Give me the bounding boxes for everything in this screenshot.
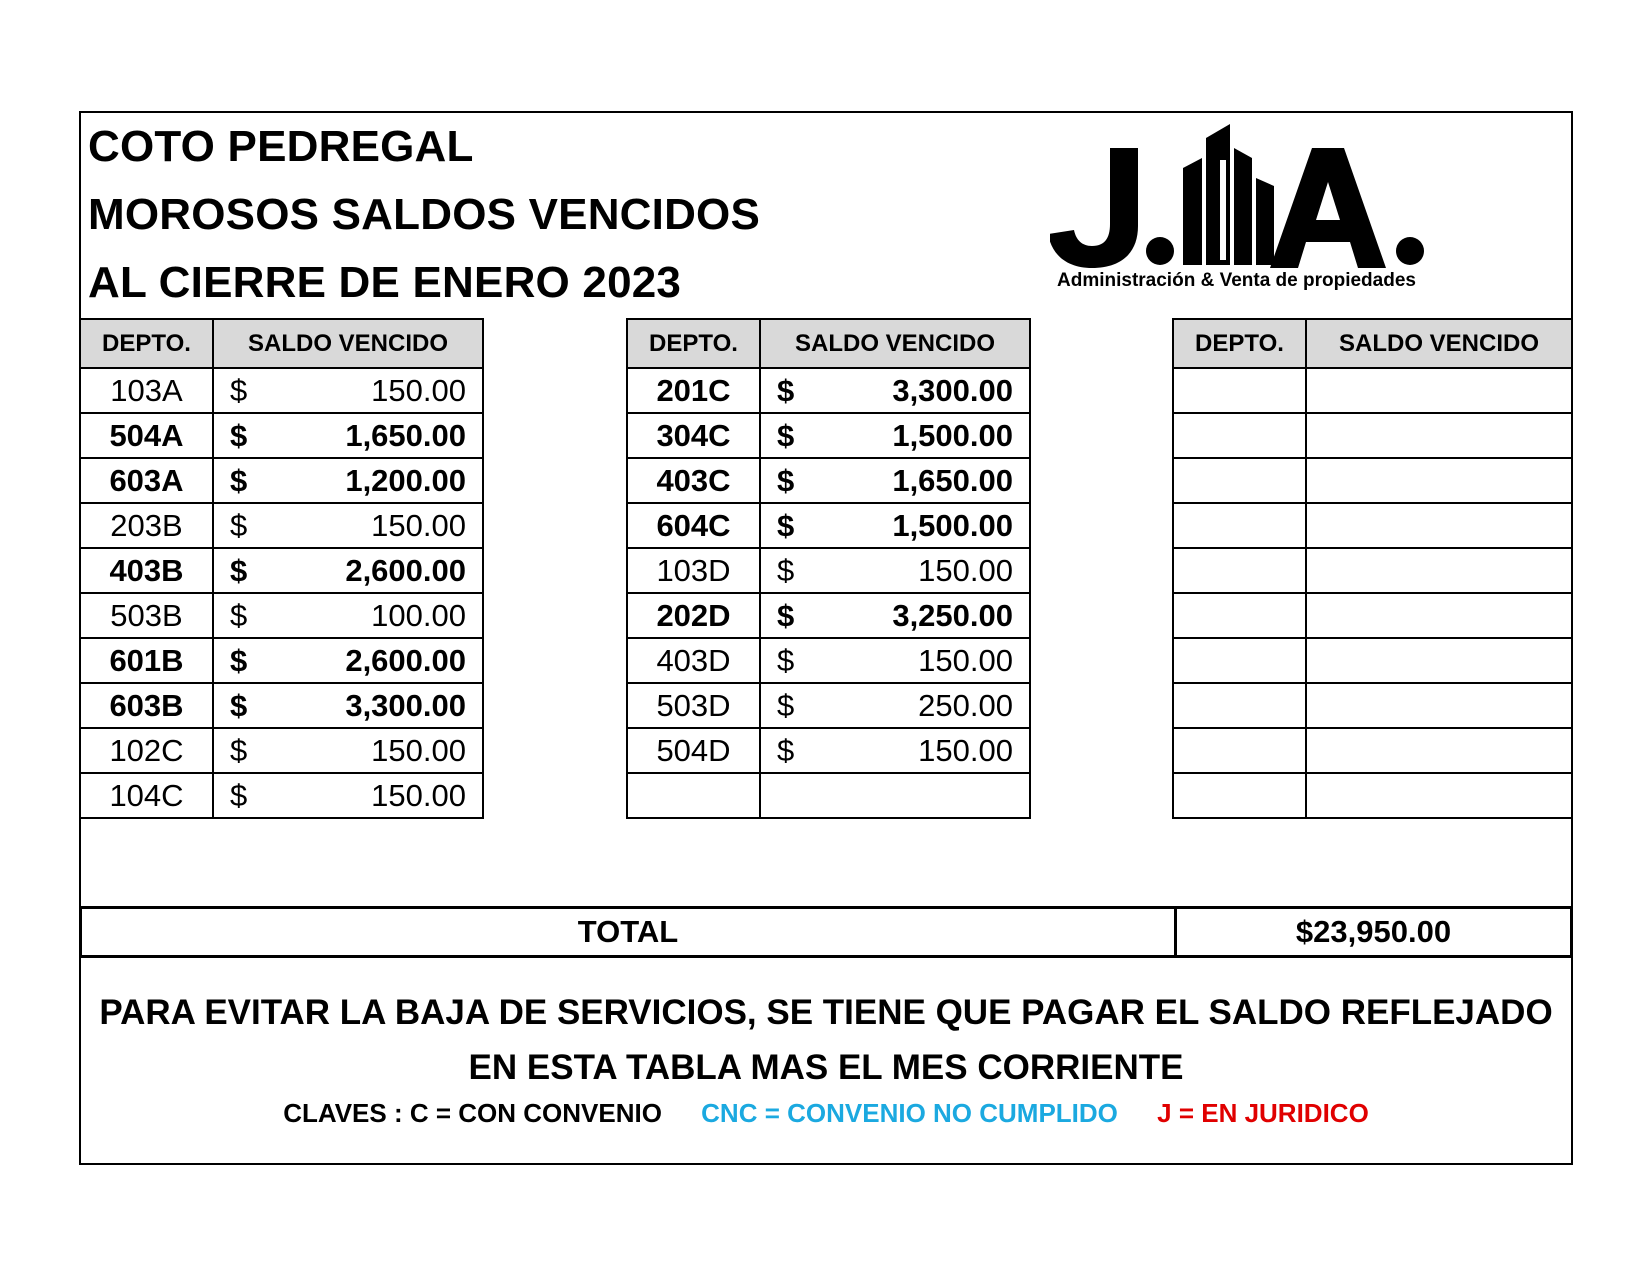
saldo-amount: 150.00 xyxy=(918,552,1013,588)
depto-cell: 503D xyxy=(627,683,760,728)
total-row xyxy=(79,906,1573,958)
saldo-cell xyxy=(760,683,1030,728)
table-row xyxy=(627,593,1030,638)
saldo-amount: 1,650.00 xyxy=(345,417,466,453)
total-label: TOTAL xyxy=(82,909,1177,955)
table-row xyxy=(1173,683,1572,728)
saldo-amount: 3,250.00 xyxy=(892,597,1013,633)
key-convenio: CLAVES : C = CON CONVENIO xyxy=(283,1098,662,1128)
column-header-saldo: SALDO VENCIDO xyxy=(1306,319,1572,368)
table-row xyxy=(1173,458,1572,503)
saldo-cell xyxy=(1306,368,1572,413)
column-header-depto: DEPTO. xyxy=(80,319,213,368)
saldo-cell xyxy=(213,413,483,458)
depto-cell: 102C xyxy=(80,728,213,773)
logo-tagline: Administración & Venta de propiedades xyxy=(1057,270,1416,291)
saldo-cell xyxy=(1306,593,1572,638)
table-row xyxy=(627,773,1030,818)
saldo-cell xyxy=(760,638,1030,683)
table-row xyxy=(80,683,483,728)
table-row xyxy=(80,458,483,503)
saldo-amount: 1,650.00 xyxy=(892,462,1013,498)
saldo-amount: 150.00 xyxy=(371,732,466,768)
saldo-cell xyxy=(213,548,483,593)
saldo-cell xyxy=(1306,638,1572,683)
currency-symbol: $ xyxy=(230,417,248,453)
column-header-depto: DEPTO. xyxy=(1173,319,1306,368)
saldo-amount: 250.00 xyxy=(918,687,1013,723)
depto-cell xyxy=(1173,503,1306,548)
total-value: $23,950.00 xyxy=(1295,914,1452,949)
column-header-saldo: SALDO VENCIDO xyxy=(213,319,483,368)
currency-symbol: $ xyxy=(230,642,248,678)
saldo-cell xyxy=(760,548,1030,593)
saldo-cell xyxy=(1306,548,1572,593)
saldo-cell xyxy=(1306,503,1572,548)
table-row xyxy=(1173,548,1572,593)
saldo-amount: 100.00 xyxy=(371,597,466,633)
saldo-cell xyxy=(760,413,1030,458)
title-period: AL CIERRE DE ENERO 2023 xyxy=(88,258,682,307)
legend-keys xyxy=(79,1098,1573,1129)
saldo-amount: 3,300.00 xyxy=(892,372,1013,408)
depto-cell xyxy=(627,773,760,818)
key-juridico: J = EN JURIDICO xyxy=(1157,1098,1369,1128)
depto-cell: 601B xyxy=(80,638,213,683)
saldo-cell xyxy=(760,773,1030,818)
depto-cell: 403D xyxy=(627,638,760,683)
depto-cell: 103D xyxy=(627,548,760,593)
depto-cell xyxy=(1173,683,1306,728)
table-row xyxy=(1173,368,1572,413)
saldo-cell xyxy=(1306,458,1572,503)
saldo-amount: 150.00 xyxy=(918,732,1013,768)
delinquency-table-1 xyxy=(79,318,484,819)
table-row xyxy=(80,368,483,413)
table-row xyxy=(627,368,1030,413)
saldo-amount: 1,500.00 xyxy=(892,507,1013,543)
saldo-cell xyxy=(1306,683,1572,728)
saldo-cell xyxy=(213,773,483,818)
saldo-cell xyxy=(213,683,483,728)
saldo-cell xyxy=(213,458,483,503)
saldo-amount: 1,500.00 xyxy=(892,417,1013,453)
currency-symbol: $ xyxy=(230,687,248,723)
depto-cell: 202D xyxy=(627,593,760,638)
table-row xyxy=(1173,638,1572,683)
notice-line-1: PARA EVITAR LA BAJA DE SERVICIOS, SE TIENE QUE PAGAR EL SALDO REFLEJADO xyxy=(99,993,1553,1032)
column-header-saldo: SALDO VENCIDO xyxy=(760,319,1030,368)
depto-cell xyxy=(1173,773,1306,818)
depto-cell xyxy=(1173,368,1306,413)
table-row xyxy=(80,773,483,818)
saldo-cell xyxy=(213,503,483,548)
saldo-amount: 2,600.00 xyxy=(345,642,466,678)
currency-symbol: $ xyxy=(230,552,248,588)
table-row xyxy=(1173,413,1572,458)
depto-cell: 203B xyxy=(80,503,213,548)
currency-symbol: $ xyxy=(777,597,795,633)
saldo-cell xyxy=(760,728,1030,773)
saldo-cell xyxy=(1306,773,1572,818)
currency-symbol: $ xyxy=(777,462,795,498)
currency-symbol: $ xyxy=(230,372,248,408)
currency-symbol: $ xyxy=(777,687,795,723)
table-row xyxy=(627,458,1030,503)
currency-symbol: $ xyxy=(777,372,795,408)
depto-cell: 603A xyxy=(80,458,213,503)
depto-cell: 103A xyxy=(80,368,213,413)
depto-cell xyxy=(1173,593,1306,638)
table-row xyxy=(80,548,483,593)
table-row xyxy=(80,638,483,683)
saldo-cell xyxy=(760,458,1030,503)
table-row xyxy=(80,503,483,548)
saldo-amount: 1,200.00 xyxy=(345,462,466,498)
saldo-cell xyxy=(760,368,1030,413)
depto-cell: 504A xyxy=(80,413,213,458)
table-row xyxy=(80,728,483,773)
currency-symbol: $ xyxy=(777,642,795,678)
currency-symbol: $ xyxy=(230,462,248,498)
depto-cell: 403C xyxy=(627,458,760,503)
column-header-depto: DEPTO. xyxy=(627,319,760,368)
saldo-cell xyxy=(1306,728,1572,773)
depto-cell: 104C xyxy=(80,773,213,818)
depto-cell: 304C xyxy=(627,413,760,458)
table-row xyxy=(1173,593,1572,638)
depto-cell: 503B xyxy=(80,593,213,638)
delinquency-table-2 xyxy=(626,318,1031,819)
depto-cell: 201C xyxy=(627,368,760,413)
saldo-cell xyxy=(213,728,483,773)
title-report: MOROSOS SALDOS VENCIDOS xyxy=(88,190,761,239)
saldo-amount: 150.00 xyxy=(371,507,466,543)
currency-symbol: $ xyxy=(230,597,248,633)
depto-cell xyxy=(1173,548,1306,593)
saldo-cell xyxy=(760,593,1030,638)
depto-cell xyxy=(1173,728,1306,773)
table-row xyxy=(1173,503,1572,548)
saldo-amount: 2,600.00 xyxy=(345,552,466,588)
depto-cell: 504D xyxy=(627,728,760,773)
currency-symbol: $ xyxy=(230,732,248,768)
table-row xyxy=(1173,773,1572,818)
key-convenio-no-cumplido: CNC = CONVENIO NO CUMPLIDO xyxy=(701,1098,1118,1128)
currency-symbol: $ xyxy=(777,417,795,453)
currency-symbol: $ xyxy=(777,732,795,768)
saldo-amount: 150.00 xyxy=(371,777,466,813)
saldo-amount: 150.00 xyxy=(918,642,1013,678)
saldo-cell xyxy=(760,503,1030,548)
depto-cell xyxy=(1173,638,1306,683)
table-row xyxy=(627,503,1030,548)
depto-cell: 604C xyxy=(627,503,760,548)
currency-symbol: $ xyxy=(230,777,248,813)
table-row xyxy=(80,593,483,638)
saldo-amount: 150.00 xyxy=(371,372,466,408)
table-row xyxy=(627,413,1030,458)
saldo-cell xyxy=(213,368,483,413)
table-row xyxy=(80,413,483,458)
table-row xyxy=(1173,728,1572,773)
delinquency-table-3 xyxy=(1172,318,1573,819)
table-row xyxy=(627,638,1030,683)
saldo-cell xyxy=(1306,413,1572,458)
currency-symbol: $ xyxy=(777,552,795,588)
depto-cell: 403B xyxy=(80,548,213,593)
table-row xyxy=(627,683,1030,728)
title-community: COTO PEDREGAL xyxy=(88,122,474,171)
table-row xyxy=(627,728,1030,773)
saldo-cell xyxy=(213,593,483,638)
depto-cell: 603B xyxy=(80,683,213,728)
saldo-cell xyxy=(213,638,483,683)
depto-cell xyxy=(1173,458,1306,503)
saldo-amount: 3,300.00 xyxy=(345,687,466,723)
notice-line-2: EN ESTA TABLA MAS EL MES CORRIENTE xyxy=(468,1048,1184,1087)
depto-cell xyxy=(1173,413,1306,458)
table-row xyxy=(627,548,1030,593)
currency-symbol: $ xyxy=(777,507,795,543)
currency-symbol: $ xyxy=(230,507,248,543)
